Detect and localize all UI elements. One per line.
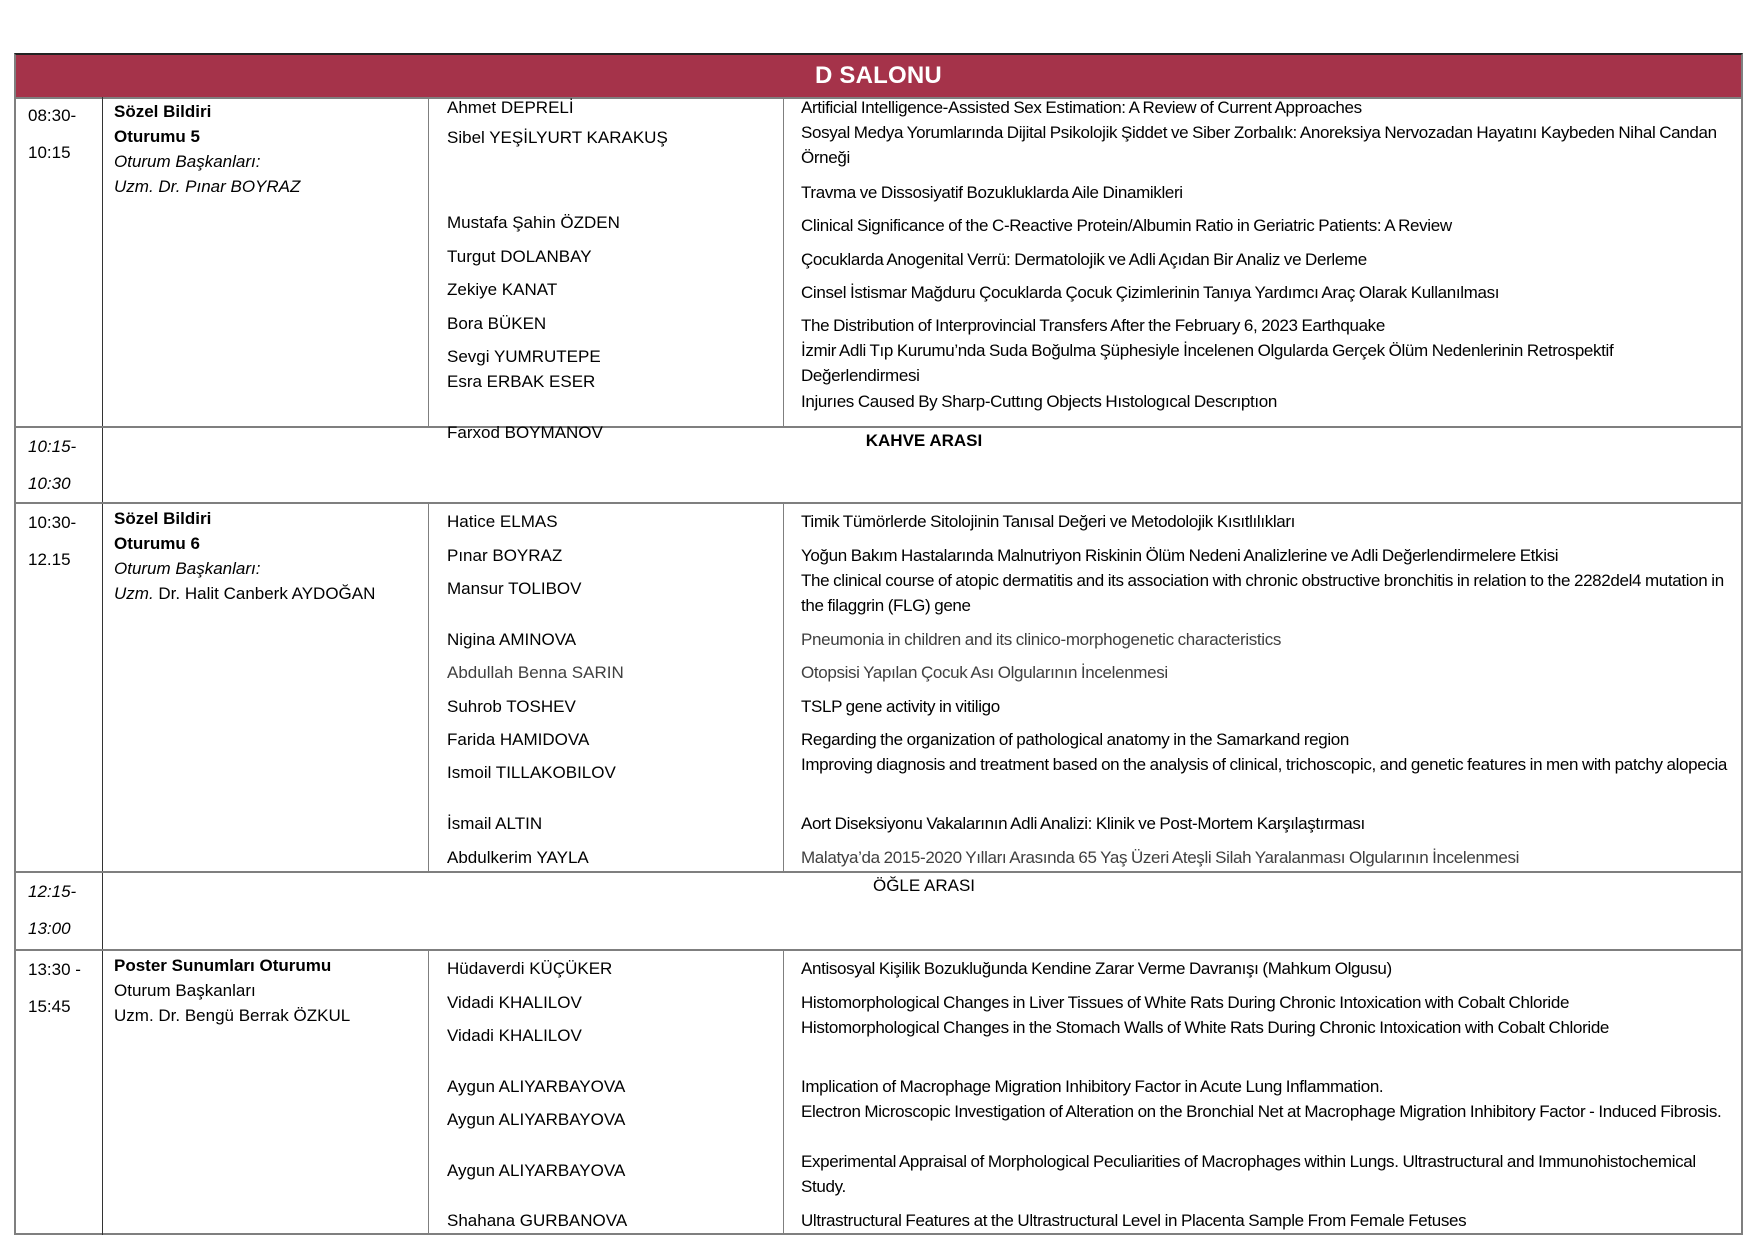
author: Mansur TOLIBOV bbox=[447, 579, 582, 598]
author: Aygun ALIYARBAYOVA bbox=[447, 1161, 626, 1180]
author: Vidadi KHALILOV bbox=[447, 1026, 582, 1045]
author: Ismoil TILLAKOBILOV bbox=[447, 763, 616, 782]
column-divider bbox=[428, 504, 429, 871]
presentation-title: Histomorphological Changes in the Stomach Walls of White Rats During Chronic Intoxication with Cobalt Chloride bbox=[801, 1018, 1610, 1037]
author: Shahana GURBANOVA bbox=[447, 1211, 628, 1230]
presentation-title: Implication of Macrophage Migration Inhibitory Factor in Acute Lung Inflammation. bbox=[801, 1077, 1384, 1096]
column-divider bbox=[428, 951, 429, 1235]
author: Farxod BOYMANOV bbox=[447, 423, 603, 442]
session-chair bbox=[114, 581, 424, 606]
lunch-break-label: ÖĞLE ARASI bbox=[872, 876, 976, 895]
author: Turgut DOLANBAY bbox=[447, 247, 592, 266]
session-row bbox=[16, 504, 1741, 873]
session-name: Sözel Bildiri bbox=[114, 509, 212, 528]
session-name: Poster Sunumları Oturumu bbox=[114, 956, 332, 975]
session-number: Oturumu 6 bbox=[114, 534, 200, 553]
break-time bbox=[28, 873, 98, 947]
presentation-title: Injurıes Caused By Sharp-Cuttıng Objects Hıstologıcal Descrıptıon bbox=[801, 392, 1277, 411]
author: Mustafa Şahin ÖZDEN bbox=[447, 213, 620, 232]
author: Suhrob TOSHEV bbox=[447, 697, 576, 716]
author: Sibel YEŞİLYURT KARAKUŞ bbox=[447, 128, 668, 147]
author: Bora BÜKEN bbox=[447, 314, 547, 333]
presentation-title: Electron Microscopic Investigation of Alteration on the Bronchial Net at Macrophage Migration Inhibitory Factor - Induced Fibrosis. bbox=[801, 1102, 1722, 1121]
author: Farida HAMIDOVA bbox=[447, 730, 590, 749]
column-divider bbox=[783, 97, 784, 426]
chairs-label: Oturum Başkanları: bbox=[114, 559, 261, 578]
column-divider bbox=[102, 97, 103, 426]
column-divider bbox=[102, 873, 103, 949]
presentation-title: Pneumonia in children and its clinico-morphogenetic characteristics bbox=[801, 630, 1282, 649]
author: Abdulkerim YAYLA bbox=[447, 848, 589, 867]
author: Sevgi YUMRUTEPE bbox=[447, 347, 601, 366]
schedule-table bbox=[14, 53, 1743, 1235]
author: Vidadi KHALILOV bbox=[447, 993, 582, 1012]
author: Nigina AMINOVA bbox=[447, 630, 577, 649]
presentation-title: Aort Diseksiyonu Vakalarının Adli Analizi: Klinik ve Post-Mortem Karşılaştırması bbox=[801, 814, 1365, 833]
time-end: 10:15 bbox=[28, 143, 71, 162]
time-start: 10:30- bbox=[28, 513, 77, 532]
time-start: 12:15- bbox=[28, 882, 77, 901]
presentation-title: Artificial Intelligence-Assisted Sex Estimation: A Review of Current Approaches bbox=[801, 98, 1362, 117]
session-chair: Uzm. Dr. Bengü Berrak ÖZKUL bbox=[114, 1006, 351, 1025]
author: Zekiye KANAT bbox=[447, 280, 558, 299]
column-divider bbox=[783, 951, 784, 1235]
presentation-title: Malatya’da 2015-2020 Yılları Arasında 65 Yaş Üzeri Ateşli Silah Yaralanması Olgularının İncelenmesi bbox=[801, 848, 1520, 867]
time-start: 10:15- bbox=[28, 437, 77, 456]
column-divider bbox=[102, 951, 103, 1235]
author: Ahmet DEPRELİ bbox=[447, 98, 574, 117]
time-end: 13:00 bbox=[28, 919, 71, 938]
session-info bbox=[114, 99, 424, 199]
author: Aygun ALIYARBAYOVA bbox=[447, 1110, 626, 1129]
column-divider bbox=[783, 504, 784, 871]
presentation-title: Sosyal Medya Yorumlarında Dijital Psikolojik Şiddet ve Siber Zorbalık: Anoreksiya Nervozadan Hayatını Kaybeden Nihal Candan Örneği bbox=[801, 123, 1717, 167]
time-start: 13:30 - bbox=[28, 960, 81, 979]
session-time bbox=[28, 97, 98, 171]
author: Hatice ELMAS bbox=[447, 512, 558, 531]
break-time bbox=[28, 428, 98, 502]
session-number: Oturumu 5 bbox=[114, 127, 200, 146]
presentation-title: Cinsel İstismar Mağduru Çocuklarda Çocuk Çizimlerinin Tanıya Yardımcı Araç Olarak Kullanılması bbox=[801, 283, 1500, 302]
chairs-label: Oturum Başkanları bbox=[114, 981, 256, 1000]
break-row bbox=[16, 873, 1741, 951]
presentation-title: Yoğun Bakım Hastalarında Malnutriyon Riskinin Ölüm Nedeni Analizlerine ve Adli Değerlendirmelere Etkisi bbox=[801, 546, 1559, 565]
presentation-title: Improving diagnosis and treatment based on the analysis of clinical, trichoscopic, and genetic features in men with patchy alopecia bbox=[801, 755, 1728, 774]
hall-title: D SALONU bbox=[16, 55, 1741, 99]
presentation-title: Experimental Appraisal of Morphological Peculiarities of Macrophages within Lungs. Ultrastructural and Immunohistochemical Study. bbox=[801, 1152, 1696, 1196]
session-name: Sözel Bildiri bbox=[114, 102, 212, 121]
author: Abdullah Benna SARIN bbox=[447, 663, 624, 682]
presentation-title: Travma ve Dissosiyatif Bozukluklarda Aile Dinamikleri bbox=[801, 183, 1183, 202]
chair-name: Dr. Halit Canberk AYDOĞAN bbox=[158, 584, 376, 603]
chairs-label: Oturum Başkanları: bbox=[114, 152, 261, 171]
author: Aygun ALIYARBAYOVA bbox=[447, 1077, 626, 1096]
column-divider bbox=[102, 428, 103, 502]
session-time bbox=[28, 951, 98, 1025]
presentation-title: Clinical Significance of the C-Reactive Protein/Albumin Ratio in Geriatric Patients: A Review bbox=[801, 216, 1452, 235]
session-chair: Uzm. Dr. Pınar BOYRAZ bbox=[114, 177, 301, 196]
session-info bbox=[114, 506, 424, 606]
time-start: 08:30- bbox=[28, 106, 77, 125]
column-divider bbox=[102, 504, 103, 871]
column-divider bbox=[428, 97, 429, 426]
presentation-title: The clinical course of atopic dermatitis and its association with chronic obstructive bronchitis in relation to the 2282del4 mutation in the filaggrin (FLG) gene bbox=[801, 571, 1724, 615]
presentation-title: Histomorphological Changes in Liver Tissues of White Rats During Chronic Intoxication with Cobalt Chloride bbox=[801, 993, 1570, 1012]
presentation-title: Timik Tümörlerde Sitolojinin Tanısal Değeri ve Metodolojik Kısıtlılıkları bbox=[801, 512, 1296, 531]
presentation-title: Otopsisi Yapılan Çocuk Ası Olgularının İncelenmesi bbox=[801, 663, 1168, 682]
author: Hüdaverdi KÜÇÜKER bbox=[447, 959, 613, 978]
author: Pınar BOYRAZ bbox=[447, 546, 563, 565]
session-time bbox=[28, 504, 98, 578]
time-end: 12.15 bbox=[28, 550, 71, 569]
session-info bbox=[114, 953, 424, 1028]
break-row bbox=[16, 428, 1741, 504]
presentation-title: Ultrastructural Features at the Ultrastructural Level in Placenta Sample From Female Fetuses bbox=[801, 1211, 1467, 1230]
chair-title: Uzm. bbox=[114, 584, 154, 603]
time-end: 15:45 bbox=[28, 997, 71, 1016]
time-end: 10:30 bbox=[28, 474, 71, 493]
presentation-title: TSLP gene activity in vitiligo bbox=[801, 697, 1000, 716]
presentation-title: Regarding the organization of pathological anatomy in the Samarkand region bbox=[801, 730, 1349, 749]
session-row bbox=[16, 951, 1741, 1235]
coffee-break-label: KAHVE ARASI bbox=[865, 431, 983, 450]
presentation-title: Antisosyal Kişilik Bozukluğunda Kendine Zarar Verme Davranışı (Mahkum Olgusu) bbox=[801, 959, 1392, 978]
presentation-title: Çocuklarda Anogenital Verrü: Dermatolojik ve Adli Açıdan Bir Analiz ve Derleme bbox=[801, 250, 1367, 269]
presentation-title: The Distribution of Interprovincial Transfers After the February 6, 2023 Earthquake bbox=[801, 316, 1385, 335]
author: İsmail ALTIN bbox=[447, 814, 543, 833]
author: Esra ERBAK ESER bbox=[447, 372, 596, 391]
presentation-title: İzmir Adli Tıp Kurumu’nda Suda Boğulma Şüphesiyle İncelenen Olgularda Gerçek Ölüm Nedenlerinin Retrospektif Değerlendirmesi bbox=[801, 341, 1614, 385]
